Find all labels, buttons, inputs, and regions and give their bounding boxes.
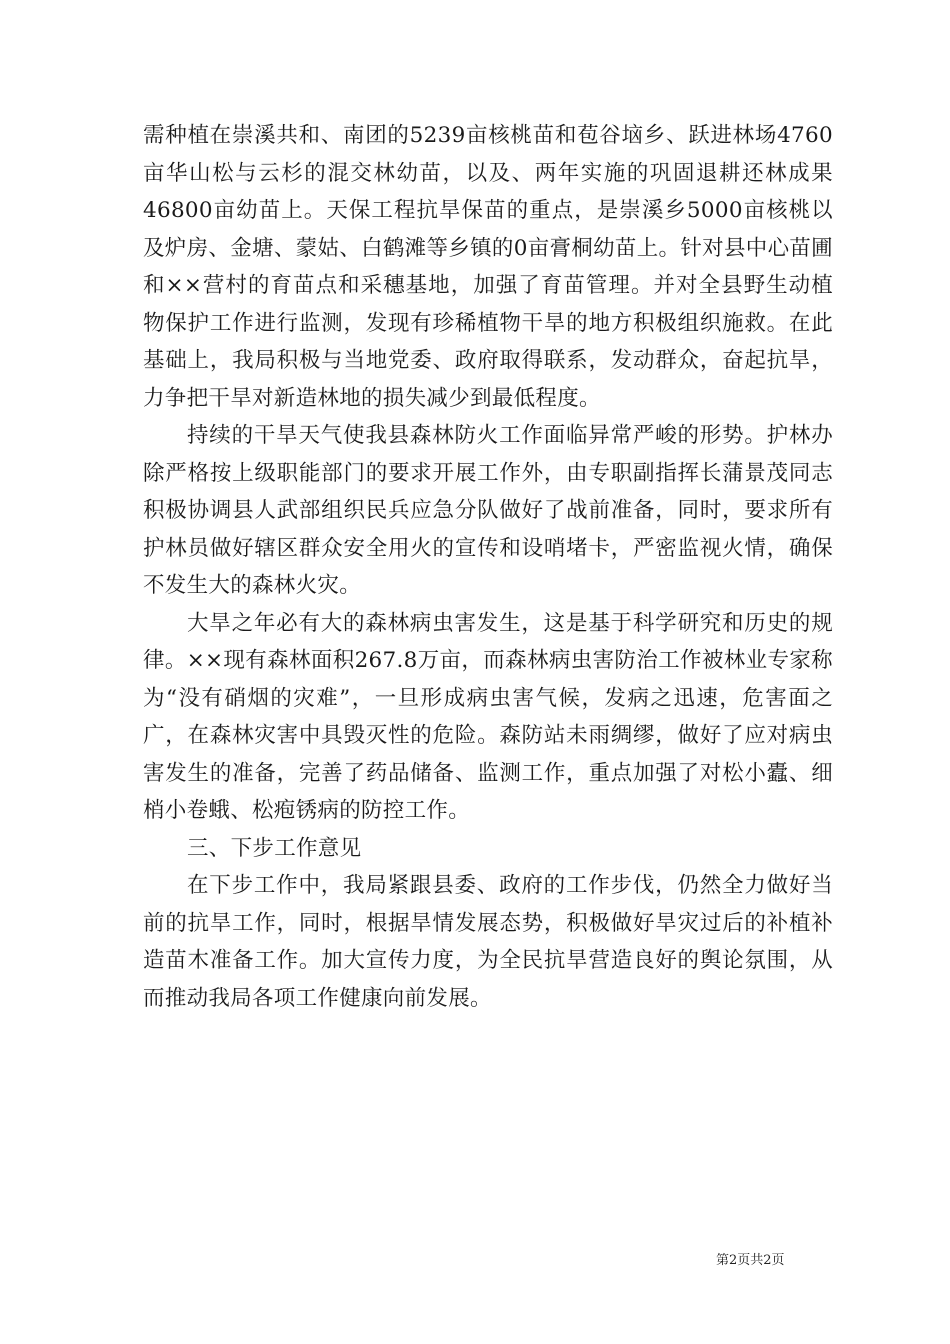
paragraph-drought-planting: 需种植在崇溪共和、南团的5239亩核桃苗和苞谷垴乡、跃进林场4760亩华山松与云杉的混交林幼苗，以及、两年实施的巩固退耕还林成果46800亩幼苗上。天保工程抗旱保苗的重点，是崇溪乡5000亩核桃以及炉房、金塘、蒙姑、白鹤滩等乡镇的0亩膏桐幼苗上。针对县中心苗圃和××营村的育苗点和采穗基地，加强了育苗管理。并对全县野生动植物保护工作进行监测，发现有珍稀植物干旱的地方积极组织施救。在此基础上，我局积极与当地党委、政府取得联系，发动群众，奋起抗旱，力争把干旱对新造林地的损失减少到最低程度。 <box>143 123 833 411</box>
paragraph-next-steps: 在下步工作中，我局紧跟县委、政府的工作步伐，仍然全力做好当前的抗旱工作，同时，根据旱情发展态势，积极做好旱灾过后的补植补造苗木准备工作。加大宣传力度，为全民抗旱营造良好的舆论氛围，从而推动我局各项工作健康向前发展。 <box>143 873 833 1011</box>
paragraph-fire-prevention: 持续的干旱天气使我县森林防火工作面临异常严峻的形势。护林办除严格按上级职能部门的要求开展工作外，由专职副指挥长蒲景茂同志积极协调县人武部组织民兵应急分队做好了战前准备，同时，要求所有护林员做好辖区群众安全用火的宣传和设哨堵卡，严密监视火情，确保不发生大的森林火灾。 <box>143 423 833 598</box>
page-number-footer: 第2页共2页 <box>716 1253 785 1268</box>
document-body <box>143 117 833 1017</box>
section-heading-next-steps: 三、下步工作意见 <box>187 835 362 861</box>
paragraph-pest-control: 大旱之年必有大的森林病虫害发生，这是基于科学研究和历史的规律。××现有森林面积267.8万亩，而森林病虫害防治工作被林业专家称为“没有硝烟的灾难”，一旦形成病虫害气候，发病之迅速，危害面之广，在森林灾害中具毁灭性的危险。森防站未雨绸缪，做好了应对病虫害发生的准备，完善了药品储备、监测工作，重点加强了对松小蠹、细梢小卷蛾、松疱锈病的防控工作。 <box>143 610 833 823</box>
